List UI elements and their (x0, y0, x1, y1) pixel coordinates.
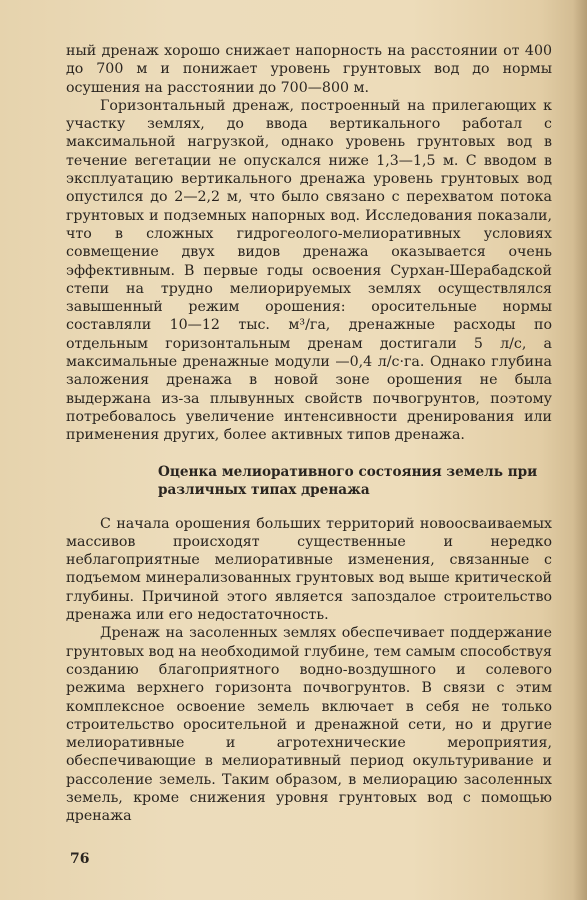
page-text (66, 42, 552, 826)
page-spine-shadow (573, 0, 587, 900)
paragraph-2: Горизонтальный дренаж, построенный на прилегающих к участку землях, до ввода вертикального работал с максимальной нагрузкой, однако уровень грунтовых вод в течение вегетации не опускался ниже 1,3—1,5 м. С вводом в эксплуатацию вертикального дренажа уровень грунтовых вод опустился до 2—2,2 м, что было связано с перехватом потока грунтовых и подземных напорных вод. Исследования показали, что в сложных гидрогеолого-мелиоративных условиях совмещение двух видов дренажа оказывается очень эффективным. В первые годы освоения Сурхан-Шерабадской степи на трудно мелиорируемых землях осуществлялся завышенный режим орошения: оросительные нормы составляли 10—12 тыс. м³/га, дренажные расходы по отдельным горизонтальным дренам достигали 5 л/с, а максимальные дренажные модули —0,4 л/с·га. Однако глубина заложения дренажа в новой зоне орошения не была выдержана из-за плывунных свойств почвогрунтов, поэтому потребовалось увеличение интенсивности дренирования или применения других, более активных типов дренажа. (66, 97, 552, 444)
paragraph-4: Дренаж на засоленных землях обеспечивает поддержание грунтовых вод на необходимой глубине, тем самым способствуя созданию благоприятного водно-воздушного и солевого режима верхнего горизонта почвогрунтов. В связи с этим комплексное освоение земель включает в себя не только строительство оросительной и дренажной сети, но и другие мелиоративные и агротехнические мероприятия, обеспечивающие в мелиоративный период окультуривание и рассоление земель. Таким образом, в мелиорацию засоленных земель, кроме снижения уровня грунтовых вод с помощью дренажа (66, 625, 552, 825)
section-heading-line-2: различных типах дренажа (158, 481, 370, 498)
paragraph-3: С начала орошения больших территорий новоосваиваемых массивов происходят существенные и нередко неблагоприятные мелиоративные изменения, связанные с подъемом минерализованных грунтовых вод выше критической глубины. Причиной этого является запоздалое строительство дренажа или его недостаточность. (66, 515, 552, 624)
paragraph-1: ный дренаж хорошо снижает напорность на расстоянии от 400 до 700 м и понижает уровень грунтовых вод до нормы осушения на расстоянии до 700—800 м. (66, 43, 552, 96)
section-heading-line-1: Оценка мелиоративного состояния земель при (158, 463, 538, 480)
section-heading (66, 463, 552, 499)
page-number: 76 (70, 851, 90, 867)
